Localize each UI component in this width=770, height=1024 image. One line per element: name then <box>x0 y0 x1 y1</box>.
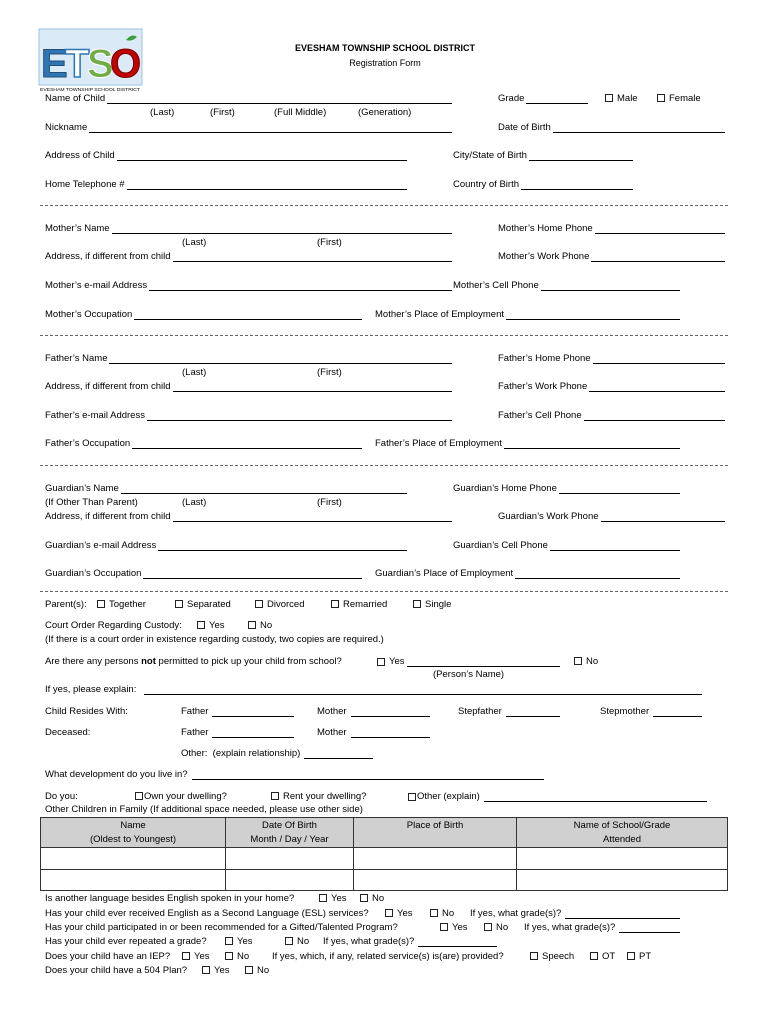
guardian-email-label: Guardian’s e-mail Address <box>45 540 157 551</box>
pickup-yes-checkbox[interactable] <box>377 658 385 666</box>
own-dwelling-option[interactable] <box>135 791 227 802</box>
other-dwelling-label: Other (explain) <box>417 791 480 802</box>
esl-grades-field[interactable] <box>565 908 680 919</box>
pickup-explain-row <box>45 684 702 695</box>
father-work-phone-field[interactable] <box>589 381 725 392</box>
father-address-label: Address, if different from child <box>45 381 171 392</box>
iep-yes-option[interactable] <box>182 951 210 962</box>
guardian-occupation-label: Guardian’s Occupation <box>45 568 142 579</box>
male-label: Male <box>617 93 638 104</box>
guardian-employment-row <box>375 568 680 579</box>
country-birth-row <box>453 179 633 190</box>
mother-last-hint: (Last) <box>182 237 207 248</box>
person-name-hint: (Person’s Name) <box>433 669 505 680</box>
city-state-birth-field[interactable] <box>529 150 633 161</box>
development-label: What development do you live in? <box>45 769 188 780</box>
pickup-question <box>45 656 342 667</box>
resides-stepfather-row <box>458 706 560 717</box>
mother-home-phone-field[interactable] <box>595 223 725 234</box>
gifted-question: Has your child participated in or been recommended for a Gifted/Talented Program? <box>45 922 398 933</box>
gifted-grades-field[interactable] <box>619 922 680 933</box>
father-cell-phone-label: Father’s Cell Phone <box>498 410 582 421</box>
repeated-no-checkbox[interactable] <box>285 937 293 945</box>
plan504-yes-checkbox[interactable] <box>202 966 210 974</box>
parents-status-label: Parent(s): <box>45 599 87 610</box>
table-header-row <box>41 818 728 848</box>
child-middle-hint: (Full Middle) <box>274 107 327 118</box>
esl-grades-label: If yes, what grade(s)? <box>470 908 562 919</box>
guardian-address-label: Address, if different from child <box>45 511 171 522</box>
esl-no-label: No <box>442 908 455 919</box>
pickup-no-checkbox[interactable] <box>574 657 582 665</box>
together-option[interactable] <box>97 599 146 610</box>
dob-row <box>498 122 725 133</box>
other-dwelling-checkbox[interactable] <box>408 793 416 801</box>
court-order-yes-option[interactable] <box>197 620 225 631</box>
guardian-work-phone-field[interactable] <box>601 511 725 522</box>
dob-label: Date of Birth <box>498 122 551 133</box>
esl-no-checkbox[interactable] <box>430 909 438 917</box>
single-label: Single <box>425 599 452 610</box>
father-name-row <box>45 353 452 364</box>
remarried-option[interactable] <box>331 599 387 610</box>
father-home-phone-field[interactable] <box>593 353 725 364</box>
iep-yes-checkbox[interactable] <box>182 952 190 960</box>
resides-label: Child Resides With: <box>45 706 128 717</box>
father-employment-label: Father’s Place of Employment <box>375 438 502 449</box>
esl-grades-row <box>470 908 680 919</box>
rent-dwelling-checkbox[interactable] <box>271 792 279 800</box>
logo-letter-o: O <box>110 42 142 86</box>
nickname-label: Nickname <box>45 122 88 133</box>
father-home-phone-row <box>498 353 725 364</box>
language-yes-option[interactable] <box>319 893 347 904</box>
table-cell[interactable] <box>226 848 354 870</box>
repeated-grades-field[interactable] <box>418 936 497 947</box>
guardian-home-phone-field[interactable] <box>559 483 680 494</box>
mother-address-field[interactable] <box>173 251 453 262</box>
separated-option[interactable] <box>175 599 231 610</box>
dob-field[interactable] <box>553 122 725 133</box>
esl-question: Has your child ever received English as a Second Language (ESL) services? <box>45 908 369 919</box>
guardian-employment-field[interactable] <box>515 568 680 579</box>
mother-home-phone-label: Mother’s Home Phone <box>498 223 593 234</box>
table-row <box>41 848 728 870</box>
mother-occupation-field[interactable] <box>134 309 362 320</box>
table-cell[interactable] <box>517 848 728 870</box>
plan504-no-checkbox[interactable] <box>245 966 253 974</box>
section-divider <box>40 465 728 466</box>
guardian-cell-phone-row <box>453 540 680 551</box>
female-checkbox[interactable] <box>657 94 665 102</box>
country-birth-field[interactable] <box>521 179 633 190</box>
deceased-father-row <box>181 727 294 738</box>
logo-letter-e: E <box>41 42 68 86</box>
district-title: EVESHAM TOWNSHIP SCHOOL DISTRICT <box>294 43 476 53</box>
own-dwelling-checkbox[interactable] <box>135 792 143 800</box>
iep-no-label: No <box>237 951 250 962</box>
pickup-question-end: permitted to pick up your child from school? <box>155 656 342 667</box>
child-name-field[interactable] <box>107 93 452 104</box>
table-cell[interactable] <box>517 870 728 891</box>
deceased-father-label: Father <box>181 727 209 738</box>
remarried-checkbox[interactable] <box>331 600 339 608</box>
guardian-email-field[interactable] <box>158 540 407 551</box>
mother-employment-label: Mother’s Place of Employment <box>375 309 505 320</box>
country-birth-label: Country of Birth <box>453 179 519 190</box>
mother-address-row <box>45 251 452 262</box>
resides-stepmother-label: Stepmother <box>600 706 650 717</box>
father-employment-row <box>375 438 680 449</box>
other-children-table <box>40 817 728 891</box>
child-generation-hint: (Generation) <box>358 107 412 118</box>
child-address-label: Address of Child <box>45 150 115 161</box>
separated-label: Separated <box>187 599 231 610</box>
pickup-question-emphasis: not <box>141 656 156 667</box>
mother-email-label: Mother’s e-mail Address <box>45 280 148 291</box>
pickup-explain-label: If yes, please explain: <box>45 684 137 695</box>
table-cell[interactable] <box>41 848 226 870</box>
gifted-yes-label: Yes <box>452 922 468 933</box>
deceased-label: Deceased: <box>45 727 91 738</box>
column-header-dob: Date Of Birth Month / Day / Year <box>226 818 354 848</box>
plan504-yes-option[interactable] <box>202 965 230 976</box>
court-order-label: Court Order Regarding Custody: <box>45 620 182 631</box>
language-no-label: No <box>372 893 385 904</box>
logo-letter-t: T <box>65 42 90 86</box>
resides-stepfather-field[interactable] <box>506 706 560 717</box>
home-phone-row <box>45 179 407 190</box>
gifted-grades-label: If yes, what grade(s)? <box>524 922 616 933</box>
table-cell[interactable] <box>354 870 517 891</box>
resides-stepmother-field[interactable] <box>653 706 702 717</box>
iep-no-checkbox[interactable] <box>225 952 233 960</box>
rent-dwelling-option[interactable] <box>271 791 366 802</box>
court-order-no-option[interactable] <box>248 620 272 631</box>
father-cell-phone-field[interactable] <box>584 410 725 421</box>
child-name-row <box>45 93 452 104</box>
child-name-label: Name of Child <box>45 93 106 104</box>
single-option[interactable] <box>413 599 451 610</box>
repeated-yes-option[interactable] <box>225 936 253 947</box>
pickup-question-start: Are there any persons <box>45 656 142 667</box>
guardian-occupation-field[interactable] <box>143 568 362 579</box>
resides-stepfather-label: Stepfather <box>458 706 502 717</box>
home-phone-field[interactable] <box>127 179 407 190</box>
repeated-yes-label: Yes <box>237 936 253 947</box>
resides-father-row <box>181 706 294 717</box>
guardian-work-phone-row <box>498 511 725 522</box>
table-cell[interactable] <box>354 848 517 870</box>
guardian-if-other-hint: (If Other Than Parent) <box>45 497 138 508</box>
resides-mother-row <box>317 706 430 717</box>
iep-services-question: If yes, which, if any, related service(s) is(are) provided? <box>272 951 504 962</box>
gifted-no-checkbox[interactable] <box>484 923 492 931</box>
guardian-name-row <box>45 483 407 494</box>
child-address-field[interactable] <box>117 150 407 161</box>
language-yes-label: Yes <box>331 893 347 904</box>
repeated-yes-checkbox[interactable] <box>225 937 233 945</box>
court-order-note: (If there is a court order in existence regarding custody, two copies are required.) <box>45 634 384 645</box>
own-dwelling-label: Own your dwelling? <box>144 791 227 802</box>
father-work-phone-label: Father’s Work Phone <box>498 381 588 392</box>
mother-work-phone-field[interactable] <box>591 251 725 262</box>
pickup-yes-label: Yes <box>389 656 405 667</box>
child-address-row <box>45 150 407 161</box>
father-occupation-row <box>45 438 362 449</box>
language-yes-checkbox[interactable] <box>319 894 327 902</box>
gifted-yes-option[interactable] <box>440 922 468 933</box>
guardian-email-row <box>45 540 407 551</box>
mother-occupation-label: Mother’s Occupation <box>45 309 133 320</box>
resides-stepmother-row <box>600 706 702 717</box>
nickname-row <box>45 122 452 133</box>
gifted-no-option[interactable] <box>484 922 508 933</box>
father-email-row <box>45 410 452 421</box>
rent-dwelling-label: Rent your dwelling? <box>283 791 367 802</box>
guardian-name-field[interactable] <box>121 483 407 494</box>
language-question: Is another language besides English spoken in your home? <box>45 893 295 904</box>
table-cell[interactable] <box>226 870 354 891</box>
other-dwelling-row[interactable] <box>408 791 707 802</box>
esl-yes-option[interactable] <box>385 908 413 919</box>
father-cell-phone-row <box>498 410 725 421</box>
mother-employment-row <box>375 309 680 320</box>
mother-first-hint: (First) <box>317 237 342 248</box>
gifted-no-label: No <box>496 922 509 933</box>
speech-option[interactable] <box>530 951 574 962</box>
separated-checkbox[interactable] <box>175 600 183 608</box>
repeated-no-label: No <box>297 936 310 947</box>
city-state-birth-label: City/State of Birth <box>453 150 527 161</box>
pickup-no-option[interactable] <box>574 656 598 667</box>
father-work-phone-row <box>498 381 725 392</box>
mother-cell-phone-field[interactable] <box>541 280 680 291</box>
mother-email-field[interactable] <box>149 280 452 291</box>
pickup-explain-field[interactable] <box>144 684 702 695</box>
column-header-school-grade: Name of School/Grade Attended <box>517 818 728 848</box>
guardian-employment-label: Guardian’s Place of Employment <box>375 568 514 579</box>
section-divider <box>40 335 728 336</box>
female-label: Female <box>669 93 701 104</box>
father-email-label: Father’s e-mail Address <box>45 410 145 421</box>
plan504-no-option[interactable] <box>245 965 269 976</box>
repeated-no-option[interactable] <box>285 936 309 947</box>
grade-field[interactable] <box>526 93 588 104</box>
iep-question: Does your child have an IEP? <box>45 951 171 962</box>
mother-employment-field[interactable] <box>506 309 680 320</box>
table-row <box>41 870 728 891</box>
court-order-yes-label: Yes <box>209 620 225 631</box>
development-row <box>45 769 544 780</box>
speech-checkbox[interactable] <box>530 952 538 960</box>
pickup-yes-row[interactable] <box>377 656 560 667</box>
together-checkbox[interactable] <box>97 600 105 608</box>
column-header-place-of-birth: Place of Birth <box>354 818 517 848</box>
father-home-phone-label: Father’s Home Phone <box>498 353 591 364</box>
resides-father-field[interactable] <box>212 706 294 717</box>
esl-yes-label: Yes <box>397 908 413 919</box>
pickup-no-label: No <box>586 656 599 667</box>
mother-name-label: Mother’s Name <box>45 223 110 234</box>
esl-no-option[interactable] <box>430 908 454 919</box>
iep-no-option[interactable] <box>225 951 249 962</box>
repeated-grades-row <box>323 936 497 947</box>
father-address-field[interactable] <box>173 381 453 392</box>
guardian-address-row <box>45 511 452 522</box>
guardian-cell-phone-label: Guardian’s Cell Phone <box>453 540 548 551</box>
father-address-row <box>45 381 452 392</box>
father-email-field[interactable] <box>147 410 452 421</box>
mother-email-row <box>45 280 452 291</box>
mother-name-field[interactable] <box>112 223 452 234</box>
guardian-last-hint: (Last) <box>182 497 207 508</box>
guardian-work-phone-label: Guardian’s Work Phone <box>498 511 599 522</box>
logo-letter-s: S <box>87 42 114 86</box>
deceased-mother-field[interactable] <box>351 727 430 738</box>
male-checkbox[interactable] <box>605 94 613 102</box>
deceased-other-row <box>181 748 373 759</box>
ot-option[interactable] <box>590 951 615 962</box>
mother-cell-phone-row <box>453 280 680 291</box>
guardian-home-phone-label: Guardian’s Home Phone <box>453 483 557 494</box>
deceased-other-label: Other: (explain relationship) <box>181 748 301 759</box>
gifted-yes-checkbox[interactable] <box>440 923 448 931</box>
guardian-home-phone-row <box>453 483 680 494</box>
deceased-mother-row <box>317 727 430 738</box>
plan504-question: Does your child have a 504 Plan? <box>45 965 188 976</box>
child-last-hint: (Last) <box>150 107 175 118</box>
table-cell[interactable] <box>41 870 226 891</box>
section-divider <box>40 205 728 206</box>
father-last-hint: (Last) <box>182 367 207 378</box>
male-option[interactable] <box>605 93 638 104</box>
resides-mother-label: Mother <box>317 706 347 717</box>
court-order-yes-checkbox[interactable] <box>197 621 205 629</box>
plan504-yes-label: Yes <box>214 965 230 976</box>
father-name-field[interactable] <box>109 353 452 364</box>
divorced-option[interactable] <box>255 599 305 610</box>
pt-label: PT <box>639 951 652 962</box>
language-no-checkbox[interactable] <box>360 894 368 902</box>
father-occupation-field[interactable] <box>132 438 362 449</box>
other-children-caption: Other Children in Family (If additional space needed, please use other side) <box>45 804 363 815</box>
child-first-hint: (First) <box>210 107 235 118</box>
guardian-first-hint: (First) <box>317 497 342 508</box>
deceased-father-field[interactable] <box>212 727 294 738</box>
remarried-label: Remarried <box>343 599 388 610</box>
divorced-label: Divorced <box>267 599 305 610</box>
deceased-other-field[interactable] <box>304 748 373 759</box>
guardian-name-label: Guardian’s Name <box>45 483 119 494</box>
resides-mother-field[interactable] <box>351 706 430 717</box>
development-field[interactable] <box>192 769 544 780</box>
other-dwelling-field[interactable] <box>484 791 707 802</box>
court-order-no-checkbox[interactable] <box>248 621 256 629</box>
esl-yes-checkbox[interactable] <box>385 909 393 917</box>
logo-caption: EVESHAM TOWNSHIP SCHOOL DISTRICT <box>40 87 141 92</box>
single-checkbox[interactable] <box>413 600 421 608</box>
father-name-label: Father’s Name <box>45 353 108 364</box>
grade-label: Grade <box>498 93 525 104</box>
together-label: Together <box>109 599 146 610</box>
mother-address-label: Address, if different from child <box>45 251 171 262</box>
mother-home-phone-row <box>498 223 725 234</box>
repeated-grades-label: If yes, what grade(s)? <box>323 936 415 947</box>
pickup-person-name-field[interactable] <box>407 656 561 667</box>
iep-yes-label: Yes <box>194 951 210 962</box>
father-employment-field[interactable] <box>504 438 680 449</box>
guardian-cell-phone-field[interactable] <box>550 540 680 551</box>
dwelling-label: Do you: <box>45 791 78 802</box>
pt-option[interactable] <box>627 951 651 962</box>
nickname-field[interactable] <box>89 122 452 133</box>
father-first-hint: (First) <box>317 367 342 378</box>
female-option[interactable] <box>657 93 701 104</box>
mother-work-phone-row <box>498 251 725 262</box>
section-divider <box>40 591 728 592</box>
ot-label: OT <box>602 951 616 962</box>
speech-label: Speech <box>542 951 575 962</box>
father-occupation-label: Father’s Occupation <box>45 438 131 449</box>
form-title: Registration Form <box>349 58 421 68</box>
repeated-question: Has your child ever repeated a grade? <box>45 936 207 947</box>
divorced-checkbox[interactable] <box>255 600 263 608</box>
guardian-address-field[interactable] <box>173 511 453 522</box>
mother-occupation-row <box>45 309 362 320</box>
plan504-no-label: No <box>257 965 270 976</box>
column-header-name: Name (Oldest to Youngest) <box>41 818 226 848</box>
gifted-grades-row <box>524 922 680 933</box>
mother-work-phone-label: Mother’s Work Phone <box>498 251 590 262</box>
guardian-occupation-row <box>45 568 362 579</box>
pt-checkbox[interactable] <box>627 952 635 960</box>
resides-father-label: Father <box>181 706 209 717</box>
ot-checkbox[interactable] <box>590 952 598 960</box>
deceased-mother-label: Mother <box>317 727 347 738</box>
city-state-birth-row <box>453 150 633 161</box>
language-no-option[interactable] <box>360 893 384 904</box>
grade-row <box>498 93 588 104</box>
mother-name-row <box>45 223 452 234</box>
court-order-no-label: No <box>260 620 273 631</box>
mother-cell-phone-label: Mother’s Cell Phone <box>453 280 539 291</box>
home-phone-label: Home Telephone # <box>45 179 125 190</box>
